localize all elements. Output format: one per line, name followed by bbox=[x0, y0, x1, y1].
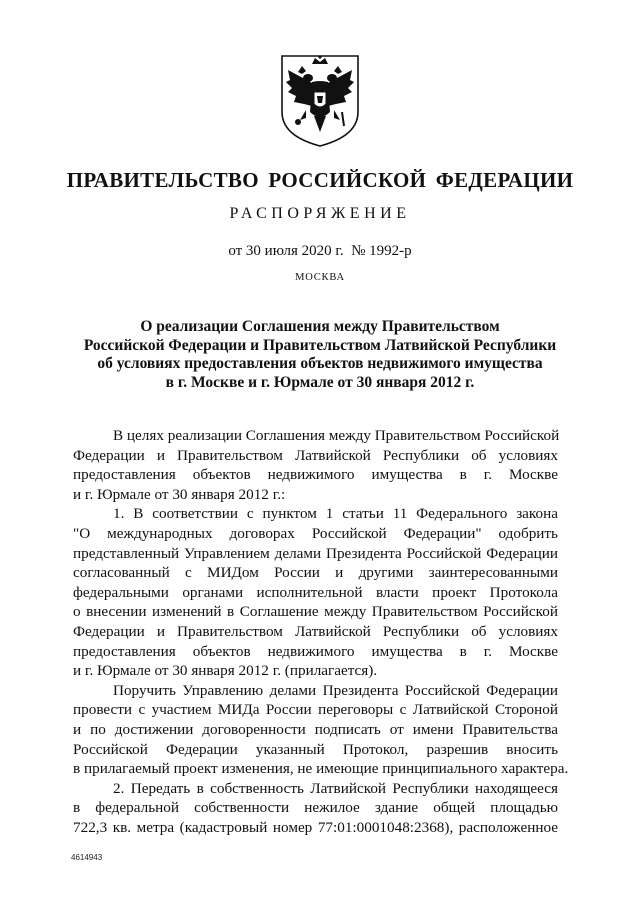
text-line: о внесении изменений в Соглашение между Правительством Российской bbox=[73, 603, 558, 621]
text-line: Поручить Управлению делами Президента Российской Федерации bbox=[113, 681, 558, 699]
text-line: "О международных договорах Российской Федерации" одобрить bbox=[73, 524, 558, 542]
city: МОСКВА bbox=[295, 272, 345, 283]
paragraph-preamble bbox=[73, 426, 558, 504]
text-line: 2. Передать в собственность Латвийской Республики находящееся bbox=[113, 779, 558, 797]
text-line: и г. Юрмале от 30 января 2012 г.: bbox=[73, 485, 286, 503]
coat-of-arms-emblem bbox=[274, 50, 366, 150]
document-type: РАСПОРЯЖЕНИЕ bbox=[229, 205, 411, 222]
text-line: в прилагаемый проект изменения, не имеющие принципиального характера. bbox=[73, 760, 569, 778]
text-line: 1. В соответствии с пунктом 1 статьи 11 Федерального закона bbox=[113, 505, 558, 523]
text-line: в федеральной собственности нежилое здание общей площадью bbox=[73, 799, 558, 817]
text-line: федеральными органами исполнительной власти проект Протокола bbox=[73, 583, 558, 601]
heading-line: об условиях предоставления объектов недвижимого имущества bbox=[97, 355, 543, 372]
text-line: представленный Управлением делами Президента Российской Федерации bbox=[73, 544, 558, 562]
document-code: 4614943 bbox=[71, 853, 103, 862]
text-line: предоставления объектов недвижимого имущества в г. Москве bbox=[73, 466, 558, 484]
text-line: Федерации и Правительством Латвийской Республики об условиях bbox=[73, 446, 558, 464]
text-line: 722,3 кв. метра (кадастровый номер 77:01:0001048:2368), расположенное bbox=[73, 818, 558, 836]
paragraph-item-1 bbox=[73, 504, 558, 680]
document-body bbox=[73, 426, 569, 837]
text-line: предоставления объектов недвижимого имущества в г. Москве bbox=[73, 642, 558, 660]
text-line: Российской Федерации указанный Протокол, разрешив вносить bbox=[73, 740, 558, 758]
heading-line: Российской Федерации и Правительством Латвийской Республики bbox=[83, 336, 557, 354]
text-line: и по достижении договоренности подписать от имени Правительства bbox=[73, 720, 558, 738]
paragraph-instruction bbox=[73, 681, 569, 779]
document-date: от 30 июля 2020 г. bbox=[228, 243, 344, 259]
text-line: и г. Юрмале от 30 января 2012 г. (прилагается). bbox=[73, 662, 378, 680]
document-heading bbox=[70, 318, 570, 392]
text-line: Федерации и Правительством Латвийской Республики об условиях bbox=[73, 622, 558, 640]
text-line: В целях реализации Соглашения между Правительством Российской bbox=[113, 427, 560, 444]
document-number: № 1992-р bbox=[351, 243, 412, 259]
text-line: провести с участием МИДа России переговоры с Латвийской Стороной bbox=[73, 701, 558, 719]
heading-line: О реализации Соглашения между Правительством bbox=[140, 318, 500, 335]
text-line: согласованный с МИДом России и другими заинтересованными bbox=[73, 564, 558, 582]
heading-line: в г. Москве и г. Юрмале от 30 января 2012 г. bbox=[165, 373, 475, 391]
paragraph-item-2 bbox=[73, 779, 558, 838]
government-title: ПРАВИТЕЛЬСТВО РОССИЙСКОЙ ФЕДЕРАЦИИ bbox=[66, 168, 574, 192]
date-and-number bbox=[0, 243, 640, 260]
